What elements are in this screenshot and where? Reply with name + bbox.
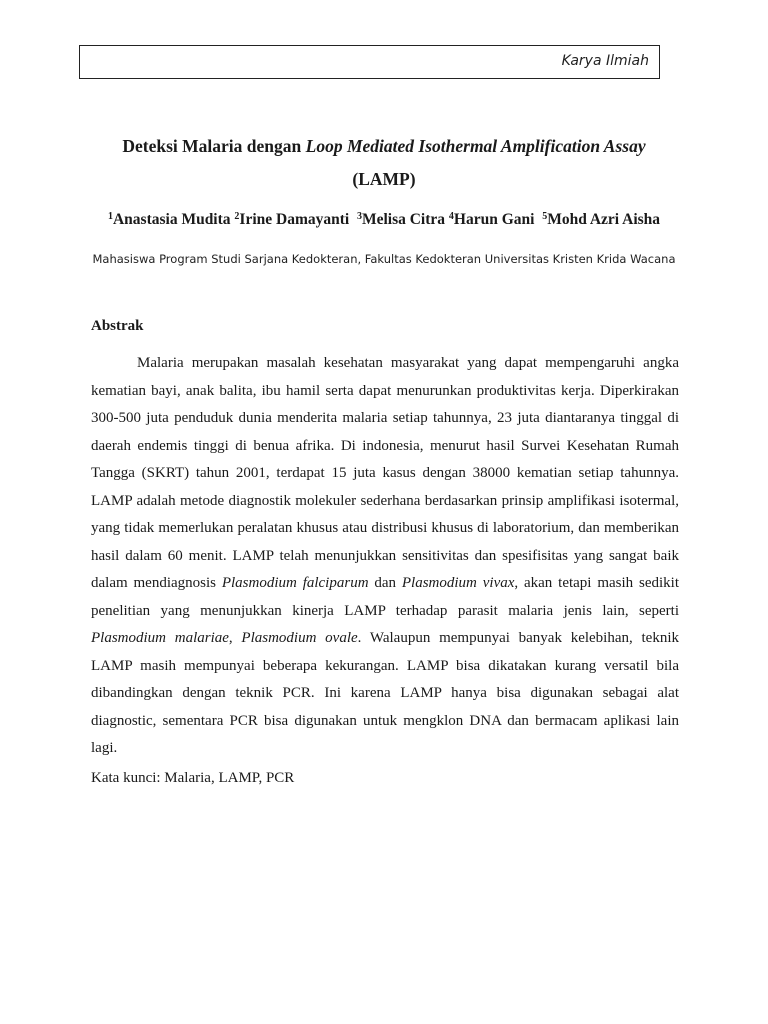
affiliation: Mahasiswa Program Studi Sarjana Kedokteran, Fakultas Kedokteran Universitas Kristen Krida Wacana — [92, 252, 676, 266]
author-number: 3 — [356, 211, 362, 222]
author-name: Mohd Azri Aisha — [547, 211, 661, 228]
title-italic: Loop Mediated Isothermal Amplification Assay — [305, 136, 646, 156]
author-number: 1 — [107, 211, 113, 222]
abstract-heading: Abstrak — [91, 318, 144, 334]
abstract-body — [91, 350, 679, 763]
keywords: Kata kunci: Malaria, LAMP, PCR — [91, 770, 295, 786]
author — [449, 211, 535, 228]
species-name: Plasmodium malariae — [91, 630, 229, 646]
species-name: Plasmodium falciparum — [221, 575, 369, 591]
author-name: Melisa Citra — [361, 211, 446, 228]
author — [234, 211, 349, 228]
header-box — [79, 45, 660, 79]
author — [108, 211, 231, 228]
author-name: Anastasia Mudita — [112, 211, 231, 228]
document-title-line2: (LAMP) — [352, 169, 416, 189]
abstract-text: . Walaupun mempunyai banyak kelebihan, teknik LAMP masih mempunyai beberapa kekurangan. LAMP bisa dikatakan kurang versatil bila dibandingkan dengan teknik PCR. Ini karena LAMP hanya bisa digunakan sebagai alat diagnostic, sementara PCR bisa digunakan untuk mengklon DNA dan bermacam aplikasi lain lagi. — [91, 630, 679, 756]
title-part1: Deteksi Malaria dengan — [122, 136, 306, 156]
abstract-text: dan — [368, 575, 402, 591]
document-title — [0, 136, 768, 157]
abstract-text: , — [228, 630, 242, 646]
author-name: Harun Gani — [453, 211, 535, 228]
species-name: Plasmodium ovale — [241, 630, 358, 646]
author-number: 4 — [448, 211, 454, 222]
author — [357, 211, 445, 228]
abstract-text: Malaria merupakan masalah kesehatan masyarakat yang dapat mempengaruhi angka kematian bayi, anak balita, ibu hamil serta dapat menurunkan produktivitas kerja. Diperkirakan 300-500 juta penduduk dunia menderita malaria setiap tahunnya, 23 juta diantaranya tinggal di daerah endemis tinggi di benua afrika. Di indonesia, menurut hasil Survei Kesehatan Rumah Tangga (SKRT) tahun 2001, terdapat 15 juta kasus dengan 38000 kematian setiap tahunnya. LAMP adalah metode diagnostik molekuler sederhana berdasarkan prinsip amplifikasi isotermal, yang tidak memerlukan peralatan khusus atau distribusi khusus di laboratorium, dan memberikan hasil dalam 60 menit. LAMP telah menunjukkan sensitivitas dan spesifisitas yang sangat baik dalam mendiagnosis — [91, 355, 679, 591]
author-name: Irine Damayanti — [239, 211, 350, 228]
author — [542, 211, 660, 228]
header-label: Karya Ilmiah — [561, 53, 649, 69]
author-list — [0, 211, 768, 229]
author-number: 2 — [234, 211, 240, 222]
author-number: 5 — [542, 211, 548, 222]
species-name: Plasmodium vivax — [401, 575, 515, 591]
abstract-text: , akan tetapi masih sedikit penelitian yang menunjukkan kinerja LAMP terhadap parasit malaria jenis lain, seperti — [91, 575, 679, 619]
